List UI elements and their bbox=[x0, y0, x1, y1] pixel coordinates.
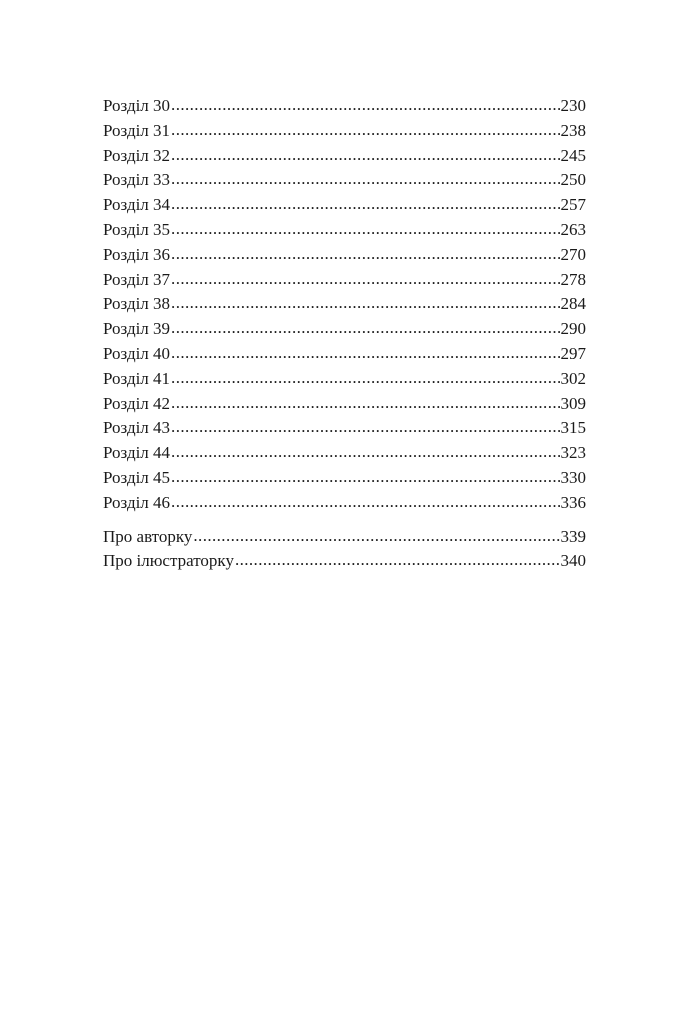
toc-dot-leader bbox=[171, 465, 559, 490]
toc-dot-leader bbox=[171, 490, 559, 515]
toc-entry bbox=[103, 466, 586, 491]
toc-entry-label: Розділ 43 bbox=[103, 418, 171, 438]
toc-dot-leader bbox=[171, 118, 559, 143]
toc-dot-leader bbox=[235, 548, 560, 573]
toc-entry-label: Розділ 39 bbox=[103, 319, 171, 339]
toc-dot-leader bbox=[171, 415, 559, 440]
toc-entry-page: 330 bbox=[560, 467, 586, 487]
toc-entry-page: 250 bbox=[560, 170, 586, 190]
toc-entry-page: 297 bbox=[560, 343, 586, 363]
toc-dot-leader bbox=[171, 143, 559, 168]
toc-entry-label: Розділ 41 bbox=[103, 368, 171, 388]
toc-entry-label: Розділ 45 bbox=[103, 467, 171, 487]
toc-entry bbox=[103, 193, 586, 218]
toc-dot-leader bbox=[171, 167, 559, 192]
toc-dot-leader bbox=[171, 391, 559, 416]
toc-entry bbox=[103, 491, 586, 516]
toc-dot-leader bbox=[171, 291, 559, 316]
toc-entry bbox=[103, 268, 586, 293]
toc-entry-page: 257 bbox=[560, 195, 586, 215]
toc-entry bbox=[103, 144, 586, 169]
toc-entry bbox=[103, 317, 586, 342]
toc-dot-leader bbox=[171, 267, 559, 292]
toc-entry-label: Розділ 32 bbox=[103, 145, 171, 165]
toc-entry-page: 278 bbox=[560, 269, 586, 289]
toc-entry-page: 339 bbox=[560, 526, 586, 546]
toc-entry-page: 230 bbox=[560, 96, 586, 115]
toc-dot-leader bbox=[171, 440, 559, 465]
toc-entry bbox=[103, 441, 586, 466]
toc-dot-leader bbox=[171, 316, 559, 341]
toc-entry-label: Розділ 37 bbox=[103, 269, 171, 289]
toc-entry-label: Розділ 30 bbox=[103, 96, 171, 115]
toc-entry bbox=[103, 416, 586, 441]
toc-entry-page: 309 bbox=[560, 393, 586, 413]
toc-entry-label: Розділ 46 bbox=[103, 492, 171, 512]
toc-entry-about-author bbox=[103, 525, 586, 550]
toc-entry-label: Розділ 36 bbox=[103, 244, 171, 264]
toc-entry-label: Розділ 35 bbox=[103, 219, 171, 239]
toc-entry-page: 336 bbox=[560, 492, 586, 512]
toc-dot-leader bbox=[171, 192, 559, 217]
toc-entry bbox=[103, 94, 586, 119]
toc-entry-label: Розділ 31 bbox=[103, 120, 171, 140]
toc-entry-page: 290 bbox=[560, 319, 586, 339]
toc-entry-label: Розділ 34 bbox=[103, 195, 171, 215]
toc-dot-leader bbox=[171, 341, 559, 366]
toc-entry-about-illustrator bbox=[103, 549, 586, 574]
toc-dot-leader bbox=[171, 242, 559, 267]
toc-entry bbox=[103, 243, 586, 268]
toc-dot-leader bbox=[171, 217, 559, 242]
toc-entry-page: 340 bbox=[560, 551, 586, 571]
toc-entry-label: Розділ 42 bbox=[103, 393, 171, 413]
toc-entry bbox=[103, 292, 586, 317]
toc-appendix bbox=[103, 525, 586, 575]
toc-entry-page: 238 bbox=[560, 120, 586, 140]
toc-chapters bbox=[103, 94, 586, 516]
toc-entry-page: 302 bbox=[560, 368, 586, 388]
toc-dot-leader bbox=[171, 93, 559, 118]
toc-entry-page: 263 bbox=[560, 219, 586, 239]
toc-entry-page: 270 bbox=[560, 244, 586, 264]
toc-entry-page: 323 bbox=[560, 443, 586, 463]
toc-dot-leader bbox=[193, 524, 559, 549]
toc-entry-label: Розділ 38 bbox=[103, 294, 171, 314]
toc-entry-label: Про ілюстраторку bbox=[103, 551, 234, 571]
toc-entry-page: 284 bbox=[560, 294, 586, 314]
toc-entry bbox=[103, 367, 586, 392]
toc-entry bbox=[103, 218, 586, 243]
toc-entry bbox=[103, 119, 586, 144]
toc-entry bbox=[103, 392, 586, 417]
toc-dot-leader bbox=[171, 366, 559, 391]
toc-entry-label: Розділ 33 bbox=[103, 170, 171, 190]
toc-entry-label: Розділ 40 bbox=[103, 343, 171, 363]
toc-entry-page: 315 bbox=[560, 418, 586, 438]
toc-entry-page: 245 bbox=[560, 145, 586, 165]
toc-entry-label: Про авторку bbox=[103, 526, 193, 546]
toc-entry-label: Розділ 44 bbox=[103, 443, 171, 463]
toc-entry bbox=[103, 168, 586, 193]
toc-entry bbox=[103, 342, 586, 367]
table-of-contents bbox=[103, 94, 586, 574]
